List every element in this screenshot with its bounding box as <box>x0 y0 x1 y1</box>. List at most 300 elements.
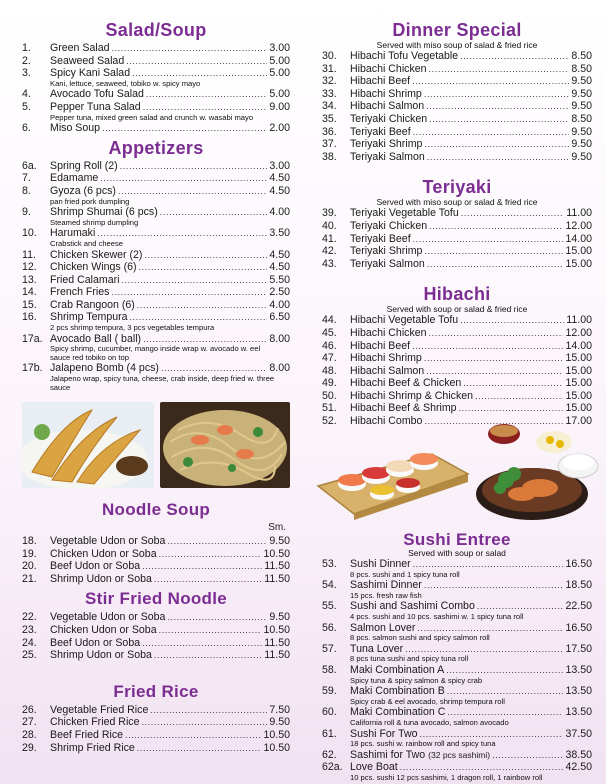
item-number: 29. <box>22 741 37 754</box>
item-price: 14.00 <box>565 339 592 352</box>
item-price: 9.50 <box>269 716 290 729</box>
item-price: 10.50 <box>263 547 290 560</box>
item-name: Hibachi Beef <box>350 339 411 352</box>
dot-leader <box>424 245 563 258</box>
item-name: Crab Rangoon (6) <box>50 298 135 311</box>
item-number: 39. <box>322 207 337 220</box>
dot-leader <box>142 560 262 573</box>
item-number: 50. <box>322 389 337 402</box>
item-price: 8.00 <box>269 362 290 375</box>
item-price: 6.50 <box>269 311 290 324</box>
item-name: Shrimp Udon or Soba <box>50 572 152 585</box>
item-description: 8 pcs. salmon sushi and spicy salmon roll <box>350 633 490 643</box>
item-name: Teriyaki Shrimp <box>350 245 423 258</box>
dot-leader <box>426 100 569 113</box>
item-name: Hibachi Salmon <box>350 364 425 377</box>
item-number: 6a. <box>22 159 37 172</box>
item-price: 11.50 <box>264 560 290 573</box>
item-number: 59. <box>322 685 337 698</box>
item-price: 11.50 <box>264 649 290 662</box>
item-price: 9.50 <box>571 125 592 138</box>
dot-leader <box>125 729 261 742</box>
item-name: Hibachi Shrimp & Chicken <box>350 389 474 402</box>
dot-leader <box>159 548 262 561</box>
item-name: Teriyaki Vegetable Tofu <box>350 207 459 220</box>
item-price: 3.50 <box>269 227 290 240</box>
menu-item <box>22 729 290 742</box>
item-number: 52. <box>322 415 337 428</box>
menu-item <box>22 716 290 729</box>
dot-leader <box>121 274 267 287</box>
item-name: Spring Roll (2) <box>50 159 118 172</box>
right-column <box>322 0 592 428</box>
item-name: Love Boat <box>350 761 398 774</box>
item-number: 9. <box>22 206 31 219</box>
dot-leader <box>424 352 564 365</box>
dot-leader <box>144 249 267 262</box>
item-name: Teriyaki Salmon <box>350 257 425 270</box>
dot-leader <box>459 402 564 415</box>
dot-leader <box>492 749 563 762</box>
item-price: 8.50 <box>571 112 592 125</box>
dot-leader <box>426 365 563 378</box>
section-subtitle-sushi-entree: Served with soup or salad <box>408 548 506 558</box>
item-price: 16.50 <box>565 621 592 634</box>
section-title-fried-rice: Fried Rice <box>113 681 199 701</box>
item-price: 7.50 <box>269 703 290 716</box>
item-price: 9.50 <box>571 75 592 88</box>
menu-item <box>22 42 290 55</box>
sushi-entree-list <box>322 558 592 782</box>
item-name: Teriyaki Chicken <box>350 219 428 232</box>
item-number: 25. <box>22 649 37 662</box>
item-name: Pepper Tuna Salad <box>50 100 141 113</box>
dot-leader <box>400 761 564 774</box>
item-number: 13. <box>22 273 37 286</box>
menu-item <box>22 286 290 299</box>
menu-item <box>22 560 290 573</box>
item-price: 9.50 <box>571 87 592 100</box>
item-price: 37.50 <box>565 727 592 740</box>
menu-item <box>22 206 290 219</box>
menu-item <box>22 742 290 755</box>
dot-leader <box>160 206 268 219</box>
menu-item <box>22 172 290 185</box>
menu-item <box>22 88 290 101</box>
item-note: (32 pcs sashimi) <box>428 749 491 760</box>
item-name: Jalapeno Bomb (4 pcs) <box>50 362 159 375</box>
item-price: 5.50 <box>269 273 290 286</box>
item-price: 13.50 <box>565 706 592 719</box>
item-name: Hibachi Chicken <box>350 62 427 75</box>
dot-leader <box>413 233 564 246</box>
item-number: 23. <box>22 623 37 636</box>
item-name: Hibachi Shrimp <box>350 352 422 365</box>
stir-fried-list <box>22 611 290 661</box>
menu-item <box>322 761 592 774</box>
dot-leader <box>413 126 570 139</box>
item-name: Sashimi for Two <box>350 748 426 761</box>
menu-item <box>322 63 592 76</box>
item-description: Pepper tuna, mixed green salad and crunch w. wasabi mayo <box>50 112 254 122</box>
item-name: Beef Fried Rice <box>50 728 124 741</box>
item-description: 8 pcs tuna sushi and spicy tuna roll <box>350 654 469 664</box>
dot-leader <box>146 88 268 101</box>
menu-item <box>322 220 592 233</box>
menu-item <box>322 352 592 365</box>
item-price: 15.00 <box>565 389 592 402</box>
item-number: 38. <box>322 150 337 163</box>
item-name: Edamame <box>50 172 99 185</box>
item-number: 24. <box>22 636 37 649</box>
item-number: 10. <box>22 227 37 240</box>
section-title-stir-fried: Stir Fried Noodle <box>84 589 228 609</box>
item-price: 14.00 <box>565 232 592 245</box>
item-name: Sashimi Dinner <box>350 579 422 592</box>
item-number: 17b. <box>22 362 43 375</box>
item-number: 14. <box>22 286 37 299</box>
item-number: 4. <box>22 88 31 101</box>
dot-leader <box>100 172 267 185</box>
item-price: 15.00 <box>565 377 592 390</box>
menu-item <box>22 649 290 662</box>
menu-item <box>22 548 290 561</box>
item-description: Spicy shrimp, cucumber, mango inside wrap w. avocado w. eel sauce red tobiko on top <box>50 344 261 362</box>
dot-leader <box>412 75 569 88</box>
item-price: 5.00 <box>269 67 290 80</box>
item-number: 18. <box>22 535 37 547</box>
item-name: Hibachi Beef & Shrimp <box>350 402 457 415</box>
item-name: Seaweed Salad <box>50 54 125 67</box>
dot-leader <box>142 716 268 729</box>
dot-leader <box>427 258 564 271</box>
item-price: 12.00 <box>565 326 592 339</box>
item-name: Maki Combination A <box>350 663 445 676</box>
item-name: Sushi For Two <box>350 727 418 740</box>
item-number: 33. <box>322 87 337 100</box>
item-price: 10.50 <box>263 728 290 741</box>
sushi-platter-photo <box>312 426 472 520</box>
item-number: 31. <box>322 62 337 75</box>
dot-leader <box>102 122 267 135</box>
item-number: 6. <box>22 122 31 135</box>
menu-item <box>22 274 290 287</box>
menu-item <box>322 377 592 390</box>
item-number: 42. <box>322 245 337 258</box>
item-name: Hibachi Beef <box>350 75 411 88</box>
item-number: 41. <box>322 232 337 245</box>
item-price: 8.50 <box>571 50 592 62</box>
item-name: Teriyaki Chicken <box>350 112 428 125</box>
item-price: 13.50 <box>565 663 592 676</box>
dot-leader <box>427 151 570 164</box>
item-number: 54. <box>322 579 337 592</box>
menu-item <box>322 113 592 126</box>
item-price: 9.50 <box>269 535 290 547</box>
menu-item <box>322 579 592 592</box>
dot-leader <box>167 611 267 624</box>
item-number: 19. <box>22 547 37 560</box>
dot-leader <box>120 160 268 173</box>
item-price: 10.50 <box>263 623 290 636</box>
section-title-dinner-special: Dinner Special <box>392 20 522 40</box>
item-price: 42.50 <box>565 761 592 774</box>
item-price: 15.00 <box>565 245 592 258</box>
teriyaki-list <box>322 207 592 270</box>
item-number: 55. <box>322 600 337 613</box>
item-number: 36. <box>322 125 337 138</box>
item-name: Hibachi Vegetable Tofu <box>350 314 459 327</box>
item-price: 12.00 <box>565 219 592 232</box>
menu-item <box>322 138 592 151</box>
menu-item <box>322 390 592 403</box>
item-description: 15 pcs. fresh raw fish <box>350 590 422 600</box>
item-name: Harumaki <box>50 227 96 240</box>
item-description: Steamed shrimp dumpling <box>50 217 139 227</box>
menu-item <box>22 122 290 135</box>
menu-item <box>22 299 290 312</box>
item-price: 4.50 <box>269 261 290 274</box>
left-column <box>22 0 290 392</box>
menu-item <box>322 258 592 271</box>
item-price: 8.50 <box>571 62 592 75</box>
item-name: Maki Combination C <box>350 706 446 719</box>
dot-leader <box>461 207 565 220</box>
menu-item <box>22 611 290 624</box>
item-number: 43. <box>322 257 337 270</box>
item-name: Beef Udon or Soba <box>50 560 141 573</box>
dot-leader <box>111 286 267 299</box>
item-name: Chicken Udon or Soba <box>50 623 157 636</box>
menu-item <box>322 245 592 258</box>
dot-leader <box>424 88 570 101</box>
item-number: 22. <box>22 611 37 624</box>
item-price: 3.00 <box>269 159 290 172</box>
item-description: Spicy crab & eel avocado, shrimp tempura roll <box>350 696 505 706</box>
item-number: 27. <box>22 716 37 729</box>
item-price: 3.00 <box>269 42 290 54</box>
item-number: 61. <box>322 727 337 740</box>
stir-fried-noodle-photo <box>160 402 290 488</box>
item-description: Crabstick and cheese <box>50 238 124 248</box>
menu-item <box>322 88 592 101</box>
dot-leader <box>111 42 267 55</box>
left-column-lower <box>22 500 290 754</box>
item-name: Fried Calamari <box>50 273 120 286</box>
dinner-special-list <box>322 50 592 163</box>
menu-item <box>322 233 592 246</box>
dot-leader <box>460 50 569 63</box>
appetizers-list <box>22 160 290 392</box>
dot-leader <box>126 55 267 68</box>
item-number: 7. <box>22 172 31 185</box>
menu-item <box>322 685 592 698</box>
menu-item <box>322 327 592 340</box>
item-price: 15.00 <box>565 352 592 365</box>
item-price: 11.50 <box>264 572 290 585</box>
item-name: Vegetable Udon or Soba <box>50 535 166 547</box>
item-number: 47. <box>322 352 337 365</box>
item-number: 56. <box>322 621 337 634</box>
item-price: 4.50 <box>269 184 290 197</box>
item-number: 58. <box>322 663 337 676</box>
item-description: Kani, lettuce, seaweed, tobiko w. spicy mayo <box>50 78 201 88</box>
menu-item <box>322 100 592 113</box>
menu-item <box>22 249 290 262</box>
item-price: 2.50 <box>269 286 290 299</box>
item-price: 9.50 <box>269 611 290 624</box>
dot-leader <box>424 138 569 151</box>
item-name: Miso Soup <box>50 122 101 135</box>
item-name: Shrimp Shumai (6 pcs) <box>50 206 158 219</box>
item-price: 15.00 <box>565 402 592 415</box>
item-description: Jalapeno wrap, spicy tuna, cheese, crab inside, deep fried w. three sauce <box>50 374 275 392</box>
item-name: Green Salad <box>50 42 110 54</box>
item-price: 9.00 <box>269 100 290 113</box>
item-name: Teriyaki Salmon <box>350 150 425 163</box>
item-description: 8 pcs. sushi and 1 spicy tuna roll <box>350 569 460 579</box>
item-number: 5. <box>22 100 31 113</box>
section-title-sushi-entree: Sushi Entree <box>403 530 511 549</box>
item-description: 4 pcs. sushi and 10 pcs. sashimi w. 1 spicy tuna roll <box>350 611 524 621</box>
item-price: 4.00 <box>269 206 290 219</box>
dot-leader <box>139 261 268 274</box>
menu-item <box>322 664 592 677</box>
item-number: 60. <box>322 706 337 719</box>
item-name: Chicken Fried Rice <box>50 716 140 729</box>
item-name: Shrimp Udon or Soba <box>50 649 152 662</box>
item-price: 9.50 <box>571 100 592 113</box>
dot-leader <box>137 742 262 755</box>
menu-item <box>322 75 592 88</box>
item-name: Avocado Ball ( ball) <box>50 332 142 345</box>
item-number: 1. <box>22 42 31 54</box>
dot-leader <box>429 113 569 126</box>
salad-list <box>22 42 290 135</box>
item-number: 46. <box>322 339 337 352</box>
item-name: Chicken Skewer (2) <box>50 248 143 261</box>
menu-item <box>322 126 592 139</box>
item-price: 4.50 <box>269 172 290 185</box>
item-name: Hibachi Tofu Vegetable <box>350 50 459 62</box>
menu-item <box>22 101 290 114</box>
item-number: 17a. <box>22 332 43 345</box>
menu-item <box>322 340 592 353</box>
dot-leader <box>447 685 564 698</box>
item-price: 4.50 <box>269 248 290 261</box>
menu-item <box>322 402 592 415</box>
dot-leader <box>137 299 268 312</box>
menu-item <box>322 314 592 327</box>
item-number: 49. <box>322 377 337 390</box>
item-price: 11.00 <box>566 207 592 220</box>
item-name: Avocado Tofu Salad <box>50 88 144 101</box>
item-number: 48. <box>322 364 337 377</box>
item-number: 26. <box>22 703 37 716</box>
item-number: 44. <box>322 314 337 327</box>
menu-item <box>22 55 290 68</box>
dot-leader <box>150 704 267 717</box>
item-price: 15.00 <box>565 257 592 270</box>
item-number: 28. <box>22 728 37 741</box>
item-number: 3. <box>22 67 31 80</box>
item-price: 9.50 <box>571 138 592 151</box>
dot-leader <box>446 664 563 677</box>
item-name: Hibachi Combo <box>350 415 423 428</box>
item-description: Spicy tuna & spicy salmon & spicy crab <box>350 675 483 685</box>
menu-item <box>22 535 290 548</box>
section-subtitle-hibachi: Served with soup or salad & fried rice <box>386 304 528 315</box>
dot-leader <box>413 558 564 571</box>
dot-leader <box>132 67 267 80</box>
size-label: Sm. <box>268 522 286 533</box>
dot-leader <box>154 573 262 586</box>
menu-item <box>322 50 592 63</box>
item-description: 2 pcs shrimp tempura, 3 pcs vegetables tempura <box>50 323 215 333</box>
item-price: 15.00 <box>565 364 592 377</box>
item-name: Gyoza (6 pcs) <box>50 184 116 197</box>
item-price: 13.50 <box>565 685 592 698</box>
section-title-salad: Salad/Soup <box>105 20 207 40</box>
item-name: Salmon Lover <box>350 621 416 634</box>
dot-leader <box>154 649 262 662</box>
item-price: 17.50 <box>565 642 592 655</box>
section-title-noodle-soup: Noodle Soup <box>101 500 211 519</box>
item-price: 18.50 <box>565 579 592 592</box>
item-name: French Fries <box>50 286 110 299</box>
item-number: 34. <box>322 100 337 113</box>
menu-item <box>322 365 592 378</box>
item-description: pan fried pork dumpling <box>50 196 130 206</box>
item-name: Vegetable Fried Rice <box>50 703 149 716</box>
right-column-lower <box>322 530 592 782</box>
dot-leader <box>167 535 267 548</box>
item-name: Spicy Kani Salad <box>50 67 131 80</box>
item-price: 38.50 <box>565 748 592 761</box>
menu-item <box>322 207 592 220</box>
item-number: 62. <box>322 748 337 761</box>
dot-leader <box>143 101 268 114</box>
item-price: 9.50 <box>571 150 592 163</box>
item-number: 40. <box>322 219 337 232</box>
noodle-soup-list <box>22 535 290 585</box>
item-name: Hibachi Beef & Chicken <box>350 377 462 390</box>
item-number: 8. <box>22 184 31 197</box>
item-name: Hibachi Salmon <box>350 100 425 113</box>
section-title-hibachi: Hibachi <box>423 284 491 305</box>
item-name: Sushi and Sashimi Combo <box>350 600 475 613</box>
item-name: Chicken Wings (6) <box>50 261 137 274</box>
item-number: 16. <box>22 311 37 324</box>
item-number: 20. <box>22 560 37 573</box>
item-number: 62a. <box>322 761 343 774</box>
dot-leader <box>463 377 563 390</box>
item-number: 45. <box>322 326 337 339</box>
item-price: 5.00 <box>269 88 290 101</box>
section-subtitle-dinner-special: Served with miso soup of salad & fried rice <box>376 40 538 50</box>
hibachi-list <box>322 314 592 427</box>
item-price: 11.00 <box>566 314 592 327</box>
item-price: 22.50 <box>565 600 592 613</box>
dot-leader <box>118 185 267 198</box>
menu-item <box>22 67 290 80</box>
dot-leader <box>429 63 570 76</box>
item-price: 5.00 <box>269 54 290 67</box>
item-name: Teriyaki Beef <box>350 232 411 245</box>
dot-leader <box>429 220 563 233</box>
hibachi-plate-photo <box>474 418 602 522</box>
menu-item <box>22 160 290 173</box>
